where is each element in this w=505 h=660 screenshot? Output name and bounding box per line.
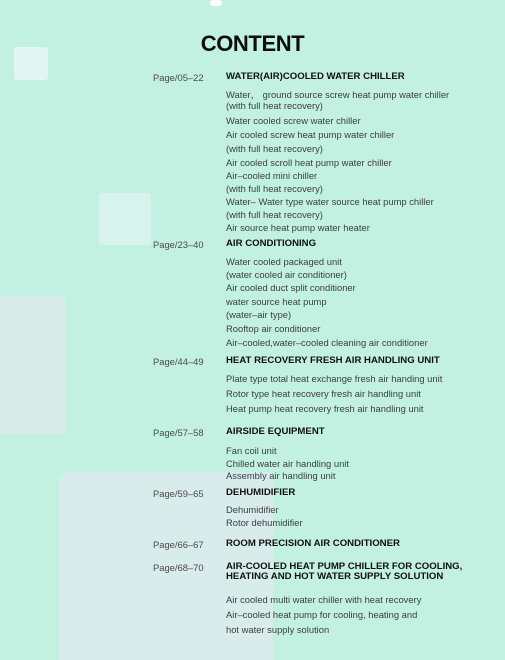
- list-item: (with full heat recovery): [226, 183, 323, 194]
- section-item-list: [226, 255, 496, 349]
- section-heading: ROOM PRECISION AIR CONDITIONER: [226, 538, 400, 549]
- list-item: (water–air type): [226, 309, 292, 320]
- list-item: Fan coil unit: [226, 445, 277, 456]
- page-range: Page/59–65: [153, 488, 204, 499]
- list-item: (water cooled air conditioner): [226, 269, 347, 280]
- section-heading: WATER(AIR)COOLED WATER CHILLER: [226, 71, 405, 82]
- list-item: Dehumidifier: [226, 504, 279, 515]
- list-item: Assembly air handling unit: [226, 470, 336, 481]
- section-heading: AIRSIDE EQUIPMENT: [226, 426, 325, 437]
- section-item-list: [226, 592, 496, 637]
- list-item: hot water supply solution: [226, 624, 330, 635]
- list-item: Rotor type heat recovery fresh air handling unit: [226, 388, 421, 399]
- list-item: Heat pump heat recovery fresh air handling unit: [226, 403, 424, 414]
- list-item: (with full heat recovery): [226, 100, 323, 111]
- list-item: Air–cooled heat pump for cooling, heating and: [226, 609, 418, 620]
- list-item: Air cooled scroll heat pump water chiller: [226, 157, 392, 168]
- list-item: Air cooled screw heat pump water chiller: [226, 129, 395, 140]
- list-item: Air cooled duct split conditioner: [226, 282, 356, 293]
- list-item: Water– Water type water source heat pump chiller: [226, 196, 434, 207]
- section-item-list: [226, 444, 496, 482]
- list-item: Water， ground source screw heat pump water chiller: [226, 89, 450, 100]
- page-range: Page/05–22: [153, 72, 204, 83]
- list-item: Air cooled multi water chiller with heat recovery: [226, 594, 422, 605]
- list-item: Air source heat pump water heater: [226, 222, 370, 233]
- section-heading: AIR CONDITIONING: [226, 238, 317, 249]
- section-heading: AIR-COOLED HEAT PUMP CHILLER FOR COOLING, HEATING AND HOT WATER SUPPLY SOLUTION: [226, 561, 463, 582]
- page-range: Page/68–70: [153, 562, 204, 573]
- decor-square-medium: [99, 193, 151, 245]
- page-range: Page/57–58: [153, 427, 204, 438]
- section-heading: DEHUMIDIFIER: [226, 487, 296, 498]
- decor-panel-left: [0, 296, 66, 434]
- page-title: CONTENT: [200, 31, 305, 56]
- list-item: Water cooled screw water chiller: [226, 115, 361, 126]
- page-range: Page/66–67: [153, 539, 204, 550]
- section-item-list: [226, 371, 496, 416]
- list-item: (with full heat recovery): [226, 143, 323, 154]
- decor-square-top: [210, 0, 222, 6]
- section-item-list: [226, 89, 496, 235]
- list-item: Rooftop air conditioner: [226, 323, 321, 334]
- page-range: Page/44–49: [153, 356, 204, 367]
- list-item: Rotor dehumidifier: [226, 517, 303, 528]
- list-item: Chilled water air handling unit: [226, 458, 349, 469]
- section-item-list: [226, 503, 496, 529]
- list-item: water source heat pump: [226, 296, 327, 307]
- list-item: Air–cooled,water–cooled cleaning air conditioner: [226, 337, 428, 348]
- section-heading: HEAT RECOVERY FRESH AIR HANDLING UNIT: [226, 355, 440, 366]
- list-item: Plate type total heat exchange fresh air handing unit: [226, 373, 443, 384]
- list-item: Air–cooled mini chiller: [226, 170, 318, 181]
- list-item: Water cooled packaged unit: [226, 256, 342, 267]
- page-range: Page/23–40: [153, 239, 204, 250]
- list-item: (with full heat recovery): [226, 209, 323, 220]
